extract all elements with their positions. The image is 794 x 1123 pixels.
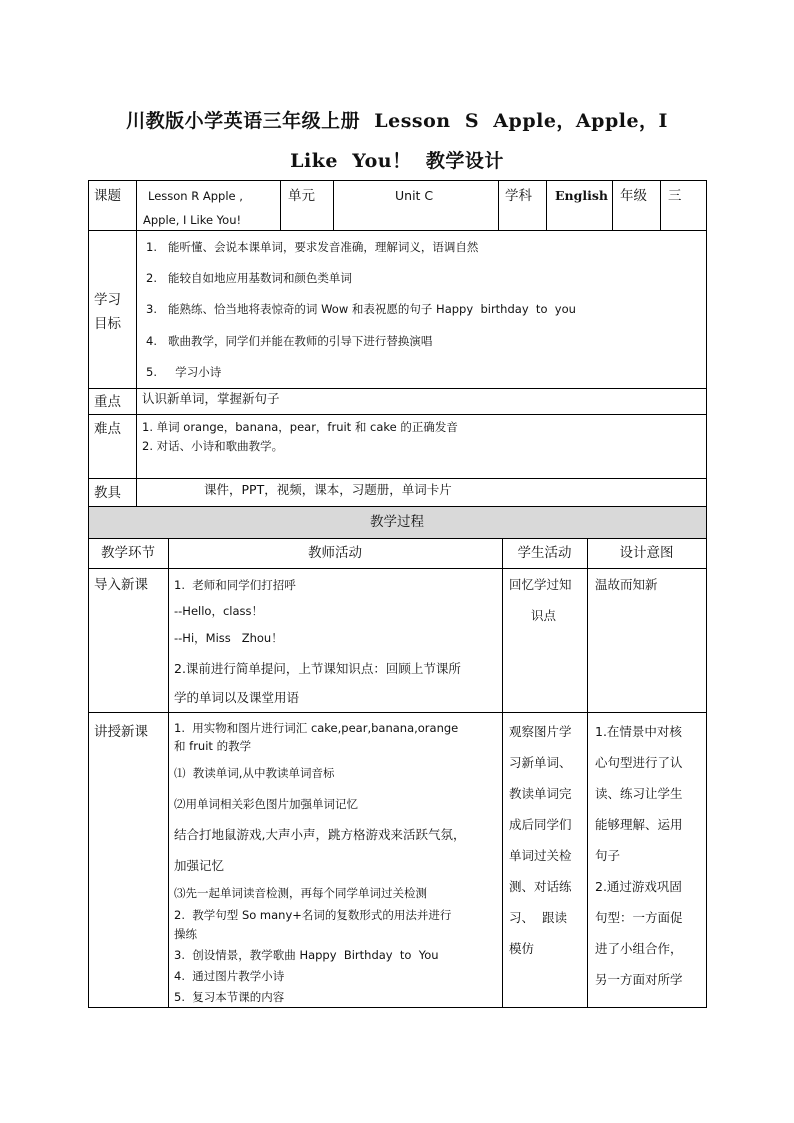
- difficulties-line-2: 2. 对话、小诗和歌曲教学。: [142, 439, 284, 453]
- activity-line: 5. 复习本节课的内容: [174, 990, 285, 1004]
- activity-line: 结合打地鼠游戏,大声小声，跳方格游戏来活跃气氛，: [174, 827, 466, 842]
- purpose-line: 能够理解、运用: [595, 817, 683, 832]
- activity-line: 学的单词以及课堂用语: [174, 690, 300, 705]
- document-title-line-2: Like You！ 教学设计: [290, 150, 504, 172]
- purpose-line: 2.通过游戏巩固: [595, 879, 682, 894]
- activity-line: ⑵用单词相关彩色图片加强单词记忆: [174, 797, 358, 811]
- student-line: 习新单词、: [509, 755, 572, 770]
- document-title-line-1: 川教版小学英语三年级上册 Lesson S Apple，Apple，I: [126, 110, 668, 132]
- activity-line: --Hi，Miss Zhou！: [174, 631, 283, 645]
- topic-value-line-2: Apple, I Like You!: [143, 213, 242, 227]
- grade-value: 三: [668, 188, 682, 204]
- purpose-line: 进了小组合作，: [595, 941, 683, 956]
- key-points-label: 重点: [94, 394, 121, 410]
- student-line: 教读单词完: [509, 786, 572, 801]
- difficulties-label: 难点: [94, 421, 121, 437]
- purpose-line: 1.在情景中对核: [595, 724, 682, 739]
- subject-label: 学科: [505, 188, 532, 204]
- objective-item: 2. 能较自如地应用基数词和颜色类单词: [146, 271, 352, 285]
- objective-item: 4. 歌曲教学，同学们并能在教师的引导下进行替换演唱: [146, 334, 433, 348]
- student-line: 成后同学们: [509, 817, 572, 832]
- column-header-teacher: 教师活动: [308, 545, 362, 561]
- topic-label: 课题: [94, 188, 121, 204]
- activity-line: 2.课前进行简单提问，上节课知识点：回顾上节课所: [174, 661, 461, 676]
- column-header-purpose: 设计意图: [619, 545, 674, 561]
- activity-line: --Hello，class！: [174, 604, 263, 618]
- intro-purpose: 温故而知新: [595, 577, 658, 592]
- intro-student-line-1: 回忆学过知: [509, 577, 572, 592]
- intro-stage: 导入新课: [94, 577, 148, 593]
- objectives-label-line-2: 目标: [94, 316, 121, 332]
- process-header: 教学过程: [370, 514, 424, 530]
- activity-line: 1. 老师和同学们打招呼: [174, 578, 296, 592]
- objectives-label-line-1: 学习: [94, 292, 121, 308]
- grade-label: 年级: [620, 188, 647, 204]
- activity-line: 操练: [174, 927, 197, 941]
- student-line: 测、对话练: [509, 879, 572, 894]
- objective-item: 5. 学习小诗: [146, 365, 222, 379]
- student-line: 习、 跟读: [509, 910, 567, 925]
- topic-value-line-1: Lesson R Apple ,: [148, 189, 243, 203]
- activity-line: ⑶先一起单词读音检测，再每个同学单词过关检测: [174, 886, 427, 900]
- activity-line: 和 fruit 的教学: [174, 739, 252, 753]
- activity-line: 3. 创设情景，教学歌曲 Happy Birthday to You: [174, 948, 439, 962]
- student-line: 模仿: [509, 941, 535, 956]
- tools-text: 课件，PPT，视频，课本，习题册，单词卡片: [204, 482, 452, 497]
- column-header-stage: 教学环节: [101, 545, 155, 561]
- student-line: 观察图片学: [509, 724, 572, 739]
- objective-item: 3. 能熟练、恰当地将表惊奇的词 Wow 和表祝愿的句子 Happy birthday to you: [146, 302, 576, 316]
- purpose-line: 读、练习让学生: [595, 786, 683, 801]
- lecture-stage: 讲授新课: [94, 724, 148, 740]
- activity-line: 1. 用实物和图片进行词汇 cake,pear,banana,orange: [174, 721, 459, 735]
- objective-item: 1. 能听懂、会说本课单词，要求发音准确，理解词义，语调自然: [146, 240, 479, 254]
- unit-label: 单元: [288, 188, 315, 204]
- tools-label: 教具: [94, 485, 121, 501]
- key-points-text: 认识新单词，掌握新句子: [142, 391, 280, 406]
- purpose-line: 心句型进行了认: [595, 755, 683, 770]
- difficulties-line-1: 1. 单词 orange，banana，pear，fruit 和 cake 的正确发音: [142, 420, 458, 434]
- student-line: 单词过关检: [509, 848, 572, 863]
- activity-line: 4. 通过图片教学小诗: [174, 969, 285, 983]
- activity-line: ⑴ 教读单词,从中教读单词音标: [174, 766, 335, 780]
- activity-line: 加强记忆: [174, 858, 225, 873]
- unit-value: Unit C: [395, 188, 434, 203]
- activity-line: 2. 教学句型 So many+名词的复数形式的用法并进行: [174, 908, 452, 922]
- intro-student-line-2: 识点: [531, 608, 557, 623]
- column-header-student: 学生活动: [517, 545, 572, 561]
- subject-value: English: [555, 188, 608, 203]
- purpose-line: 另一方面对所学: [595, 972, 683, 987]
- purpose-line: 句子: [595, 848, 621, 863]
- purpose-line: 句型：一方面促: [595, 910, 683, 925]
